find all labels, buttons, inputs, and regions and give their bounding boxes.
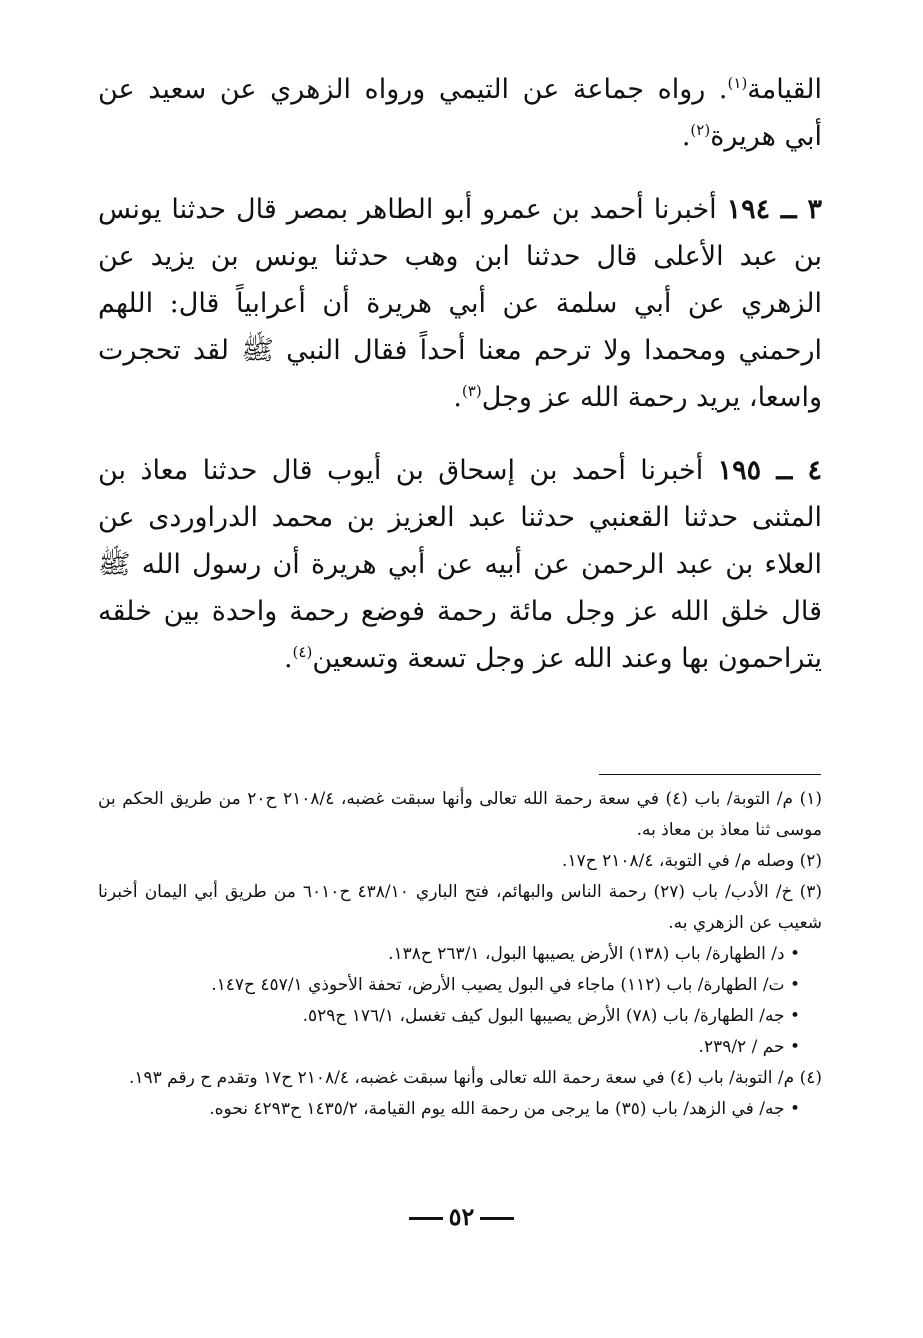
footnote-ref[interactable]: (١): [727, 74, 748, 92]
page-number-value: ٥٢: [448, 1202, 475, 1231]
text-run: .: [681, 121, 691, 152]
text-run: أخبرنا أحمد بن عمرو أبو الطاهر بمصر قال حدثنا يونس بن عبد الأعلى قال حدثنا ابن وهب حدثنا يونس بن يزيد عن الزهري عن أبي سلمة عن أبي هريرة أن أعرابياً قال: اللهم ارحمني ومحمدا ولا ترحم معنا أحداً فقال النبي ﷺ لقد تحجرت واسعا، يريد رحمة الله عز وجل: [98, 194, 822, 413]
footnote-4-bullet-1: • جه/ في الزهد/ باب (٣٥) ما يرجى من رحمة الله يوم القيامة، ١٤٣٥/٢ ح٤٢٩٣ نحوه.: [209, 1099, 800, 1119]
text-run: .: [453, 382, 462, 413]
hadith-number: ٤ ــ ١٩٥: [717, 455, 822, 486]
footnote-3-bullet-4: • حم / ٢٣٩/٢.: [698, 1037, 800, 1057]
footnote-3-bullet-2: • ت/ الطهارة/ باب (١١٢) ماجاء في البول يصيب الأرض، تحفة الأحوذي ٤٥٧/١ ح١٤٧.: [211, 975, 800, 995]
text-run: .: [283, 643, 293, 674]
text-run: القيامة: [747, 74, 822, 105]
footnote-ref[interactable]: (٣): [461, 382, 482, 400]
footnote-4: (٤) م/ التوبة/ باب (٤) في سعة رحمة الله تعالى وأنها سبقت غضبه، ٢١٠٨/٤ ح١٧ وتقدم ح رقم ١٩٣.: [128, 1068, 822, 1088]
dash-right: [409, 1217, 443, 1220]
paragraph-continuation: [98, 66, 822, 160]
hadith-195: [98, 447, 822, 682]
hadith-194: [98, 186, 822, 421]
text-run: . رواه جماعة عن التيمي ورواه الزهري عن سعيد عن أبي هريرة: [98, 74, 822, 152]
footnote-2: (٢) وصله م/ في التوبة، ٢١٠٨/٤ ح١٧.: [562, 851, 822, 871]
dash-left: [480, 1217, 514, 1220]
footnote-3-bullet-1: • د/ الطهارة/ باب (١٣٨) الأرض يصيبها البول، ٢٦٣/١ ح١٣٨.: [388, 944, 800, 964]
footnote-ref[interactable]: (٢): [690, 121, 711, 139]
main-text: [98, 66, 822, 682]
footnote-separator: [599, 774, 821, 775]
footnote-3-bullet-3: • جه/ الطهارة/ باب (٧٨) الأرض يصيبها البول كيف تغسل، ١٧٦/١ ح٥٢٩.: [302, 1006, 800, 1026]
hadith-number: ٣ ــ ١٩٤: [726, 194, 822, 225]
footnote-1: (١) م/ التوبة/ باب (٤) في سعة رحمة الله تعالى وأنها سبقت غضبه، ٢١٠٨/٤ ح٢٠ من طريق الحكم بن موسى ثنا معاذ بن معاذ به.: [98, 789, 822, 840]
page-number: [0, 1202, 923, 1231]
footnote-ref[interactable]: (٤): [292, 643, 313, 661]
footnotes: [98, 784, 822, 1125]
text-run: أخبرنا أحمد بن إسحاق بن أيوب قال حدثنا معاذ بن المثنى حدثنا القعنبي حدثنا عبد العزيز بن محمد الدراوردى عن العلاء بن عبد الرحمن عن أبيه عن أبي هريرة أن رسول الله ﷺ قال خلق الله عز وجل مائة رحمة فوضع رحمة واحدة بين خلقه يتراحمون بها وعند الله عز وجل تسعة وتسعين: [98, 455, 822, 674]
footnote-3: (٣) خ/ الأدب/ باب (٢٧) رحمة الناس والبهائم، فتح الباري ٤٣٨/١٠ ح٦٠١٠ من طريق أبي اليمان أخبرنا شعيب عن الزهري به.: [98, 882, 822, 933]
